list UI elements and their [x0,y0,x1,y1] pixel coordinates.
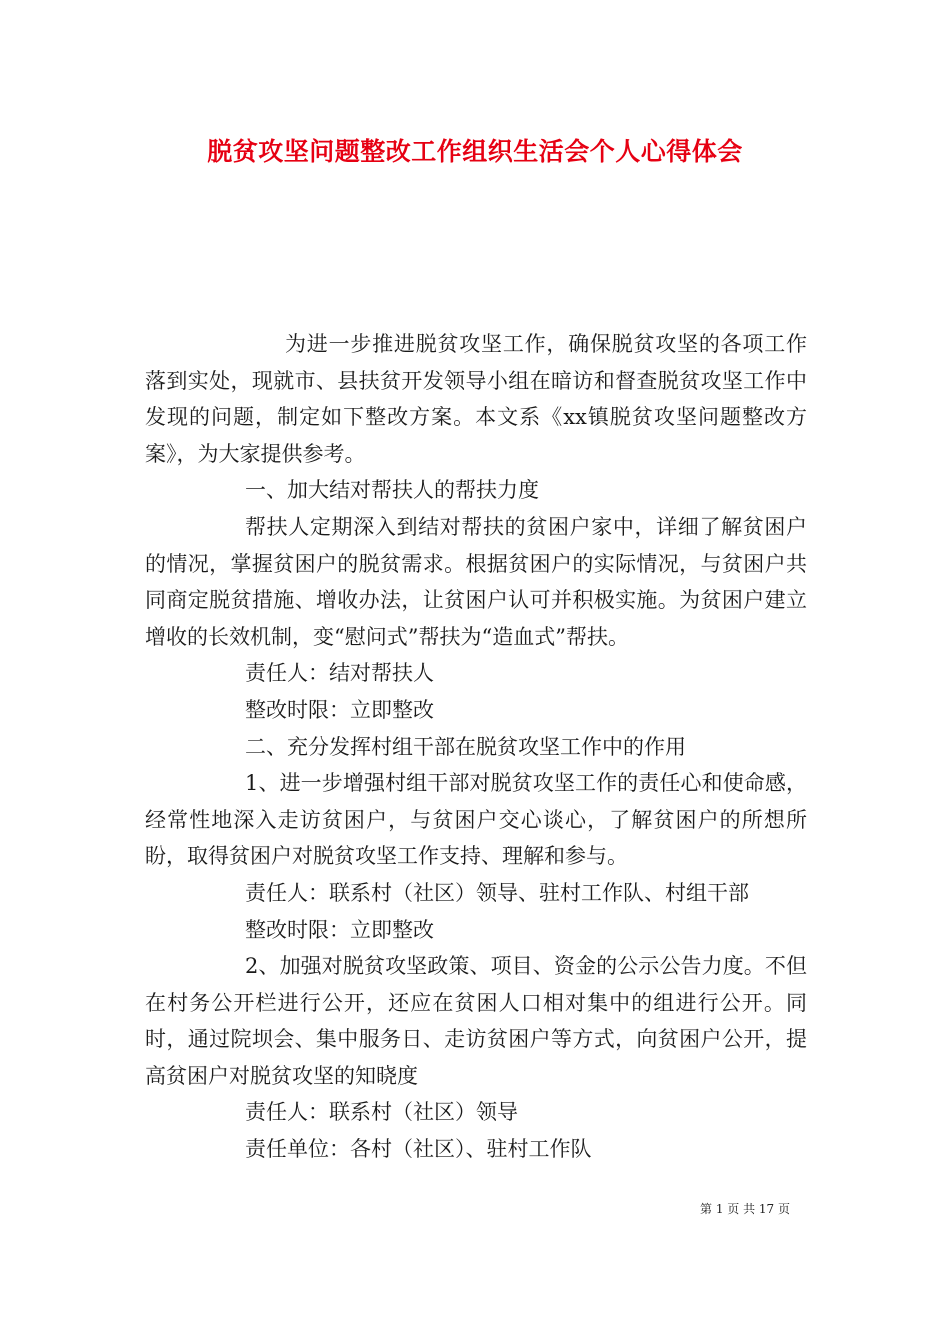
page-number: 第 1 页 共 17 页 [700,1202,790,1216]
paragraph: 1、进一步增强村组干部对脱贫攻坚工作的责任心和使命感，经常性地深入走访贫困户，与贫困户交心谈心，了解贫困户的所想所盼，取得贫困户对脱贫攻坚工作支持、理解和参与。 [145,771,807,869]
responsible-unit: 责任单位：各村（社区）、驻村工作队 [245,1137,592,1162]
responsible-person: 责任人：联系村（社区）领导 [245,1100,518,1125]
deadline: 整改时限：立即整改 [245,917,434,942]
paragraph: 2、加强对脱贫攻坚政策、项目、资金的公示公告力度。不但在村务公开栏进行公开，还应在贫困人口相对集中的组进行公开。同时，通过院坝会、集中服务日、走访贫困户等方式，向贫困户公开，提高贫困户对脱贫攻坚的知晓度 [145,954,807,1088]
document-title: 脱贫攻坚问题整改工作组织生活会个人心得体会 [207,137,743,166]
paragraph: 帮扶人定期深入到结对帮扶的贫困户家中，详细了解贫困户的情况，掌握贫困户的脱贫需求。根据贫困户的实际情况，与贫困户共同商定脱贫措施、增收办法，让贫困户认可并积极实施。为贫困户建立增收的长效机制，变“慰问式”帮扶为“造血式”帮扶。 [145,514,807,649]
intro-paragraph: 为进一步推进脱贫攻坚工作，确保脱贫攻坚的各项工作落到实处，现就市、县扶贫开发领导小组在暗访和督查脱贫攻坚工作中发现的问题，制定如下整改方案。本文系《xx镇脱贫攻坚问题整改方案》，为大家提供参考。 [145,332,807,466]
document-body [145,326,807,1168]
responsible-person: 责任人：结对帮扶人 [245,661,434,686]
section-heading-1: 一、加大结对帮扶人的帮扶力度 [245,478,539,503]
responsible-person: 责任人：联系村（社区）领导、驻村工作队、村组干部 [245,880,749,905]
deadline: 整改时限：立即整改 [245,697,434,722]
section-heading-2: 二、充分发挥村组干部在脱贫攻坚工作中的作用 [245,734,686,759]
